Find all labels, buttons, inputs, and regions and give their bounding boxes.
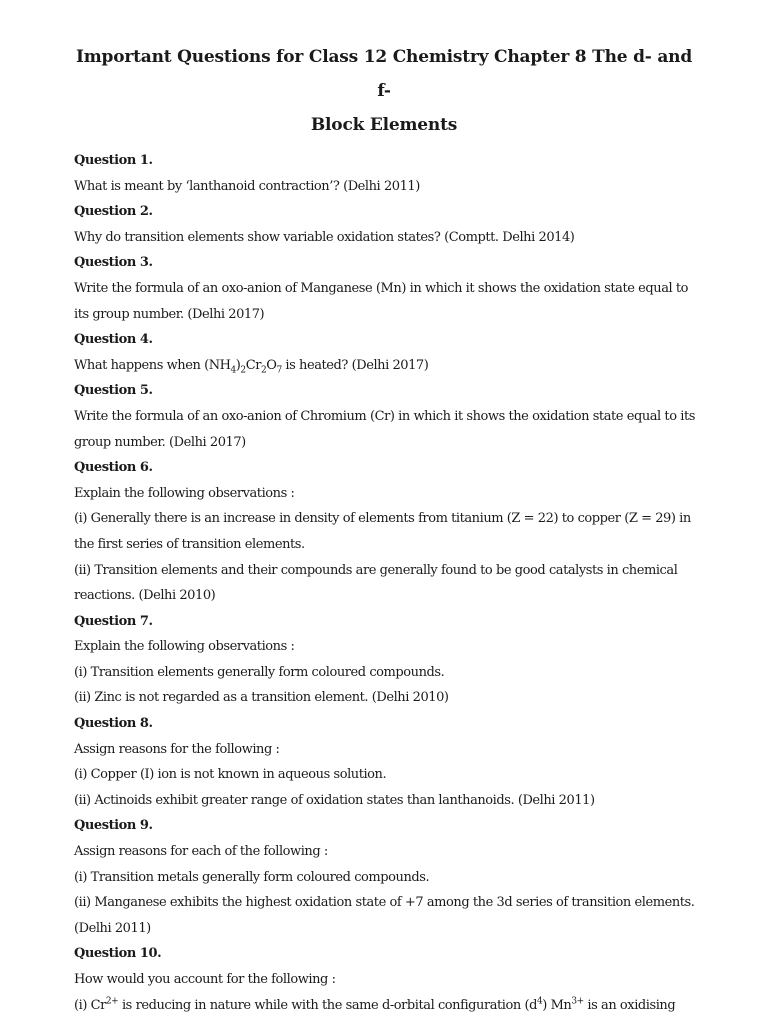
text-fragment: Cr — [245, 357, 261, 373]
superscript: 4 — [536, 996, 543, 1007]
question-text-line: the first series of transition elements. — [74, 536, 305, 552]
superscript: 3+ — [571, 996, 584, 1007]
question-text-line: Write the formula of an oxo-anion of Manganese (Mn) in which it shows the oxidation state equal to — [74, 280, 689, 296]
question-heading: Question 3. — [74, 255, 153, 271]
question-text-line: (ii) Transition elements and their compounds are generally found to be good catalysts in chemical — [74, 562, 678, 578]
text-fragment: O — [266, 357, 277, 373]
subscript: 7 — [276, 365, 282, 376]
question-text-line: (i) Copper (I) ion is not known in aqueous solution. — [74, 767, 387, 783]
question-text-line: reactions. (Delhi 2010) — [74, 588, 216, 604]
question-text-line: Explain the following observations : — [74, 485, 295, 501]
text-fragment: is an oxidising — [583, 997, 676, 1013]
text-fragment: is heated? (Delhi 2017) — [281, 357, 429, 373]
question-text-line: group number. (Delhi 2017) — [74, 434, 246, 450]
question-text-line: What is meant by ‘lanthanoid contraction’? (Delhi 2011) — [74, 178, 420, 194]
subscript: 4 — [230, 365, 236, 376]
question-text-line: Assign reasons for the following : — [74, 741, 280, 757]
question-heading: Question 9. — [74, 818, 153, 834]
document-title — [74, 40, 694, 142]
text-fragment: is reducing in nature while with the same d-orbital configuration (d — [118, 997, 537, 1013]
superscript: 2+ — [105, 996, 119, 1007]
question-heading: Question 1. — [74, 153, 153, 168]
question-text-line: Why do transition elements show variable oxidation states? (Comptt. Delhi 2014) — [74, 229, 575, 245]
question-heading: Question 6. — [74, 460, 153, 476]
question-text-line: (i) Transition elements generally form coloured compounds. — [74, 664, 445, 680]
subscript: 2 — [260, 365, 267, 376]
question-heading: Question 5. — [74, 383, 153, 399]
question-text-line: Explain the following observations : — [74, 639, 295, 655]
question-text-line — [74, 353, 694, 379]
title-line-1: Important Questions for Class 12 Chemistry Chapter 8 The d- and f- — [75, 47, 693, 101]
question-text-line: its group number. (Delhi 2017) — [74, 306, 265, 322]
question-heading: Question 8. — [74, 716, 153, 732]
question-text-line: (ii) Actinoids exhibit greater range of oxidation states than lanthanoids. (Delhi 2011) — [74, 792, 595, 808]
question-heading: Question 2. — [74, 204, 153, 220]
subscript: 2 — [240, 365, 246, 376]
question-text-line: Write the formula of an oxo-anion of Chromium (Cr) in which it shows the oxidation state equal to its — [74, 408, 695, 424]
text-fragment: What happens when (NH — [74, 357, 231, 373]
question-text-line: (ii) Manganese exhibits the highest oxidation state of +7 among the 3d series of transition elements. — [74, 895, 695, 911]
question-heading: Question 10. — [74, 946, 162, 962]
question-heading: Question 4. — [74, 332, 153, 348]
text-fragment: ) — [235, 357, 241, 373]
question-text-line: (i) Transition metals generally form coloured compounds. — [74, 869, 430, 885]
title-line-2: Block Elements — [310, 115, 458, 135]
question-text-line: (i) Generally there is an increase in density of elements from titanium (Z = 22) to copper (Z = 29) in — [74, 511, 691, 527]
question-text-line: Assign reasons for each of the following : — [74, 844, 328, 860]
question-text-line: (ii) Zinc is not regarded as a transition element. (Delhi 2010) — [74, 690, 449, 706]
question-list — [74, 148, 694, 1018]
question-text-line: How would you account for the following : — [74, 972, 336, 987]
question-heading: Question 7. — [74, 613, 153, 629]
question-text-line: (Delhi 2011) — [74, 920, 151, 936]
text-fragment: ) Mn — [542, 997, 572, 1013]
question-text-line — [74, 993, 694, 1019]
text-fragment: (i) Cr — [74, 997, 106, 1013]
